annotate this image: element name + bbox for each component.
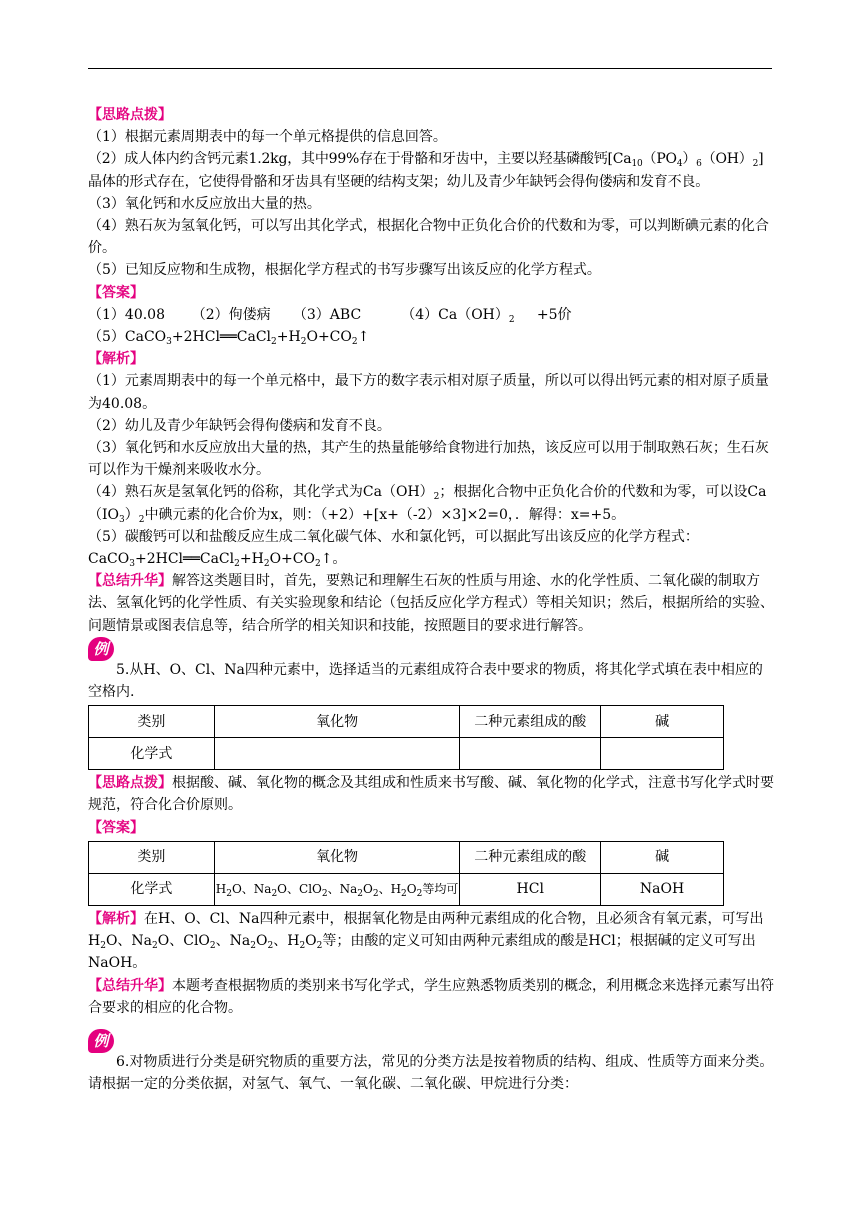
q5-question: 5.从H、O、Cl、Na四种元素中，选择适当的元素组成符合表中要求的物质，将其化学式填在表中相应的空格内. (88, 661, 763, 701)
q6-question: 6.对物质进行分类是研究物质的重要方法，常见的分类方法是按着物质的结构、组成、性质等方面来分类。请根据一定的分类依据，对氢气、氧气、一氧化碳、二氧化碳、甲烷进行分类： (88, 1053, 774, 1093)
q5-summary: 【总结升华】本题考查根据物质的类别来书写化学式，学生应熟悉物质类别的概念，利用概念来选择元素写出符合要求的相应的化合物。 (88, 977, 774, 1016)
analysis-line-3: （3）氧化钙和水反应放出大量的热，其产生的热量能够给食物进行加热，该反应可以用于制取熟石灰；生石灰可以作为干燥剂来吸收水分。 (88, 440, 769, 479)
table-header-category: 类别 (89, 841, 215, 873)
answer-heading: 【答案】 (88, 284, 144, 301)
table-cell-blank (214, 738, 460, 770)
table-header-acid: 二种元素组成的酸 (460, 841, 601, 873)
q5-hint: 【思路点拨】根据酸、碱、氧化物的概念及其组成和性质来书写酸、碱、氧化物的化学式，注意书写化学式时要规范，符合化合价原则。 (88, 775, 774, 814)
table-header-acid: 二种元素组成的酸 (460, 706, 601, 738)
table-header-base: 碱 (601, 706, 724, 738)
table-cell-oxide: $H_2O$、$Na_2O$、ClO$_2$、$Na_2O_2$、$H_2O_2$等均可 (214, 873, 460, 905)
q5-answer-table (88, 841, 724, 906)
analysis-line-1: （1）元素周期表中的每一个单元格中，最下方的数字表示相对原子质量，所以可以得出钙元素的相对原子质量为40.08。 (88, 373, 769, 412)
example-badge-5 (88, 637, 774, 659)
answer-line-1: （1）40.08 （2）佝偻病 （3）ABC $(4)Ca(OH)_2$ +5价 (88, 306, 572, 325)
analysis-line-4: （4）熟石灰是氢氧化钙的俗称，其化学式为$Ca(OH)_2$；根据化合物中正负化合价的代数和为零，可以设$Ca(IO_3)_2$中碘元素的化合价为x，则：（+2）+[x+（-2）×3]×2=0，．解得：x=+5。 (88, 484, 767, 525)
table-header-category: 类别 (89, 706, 215, 738)
table-cell-acid: HCl (460, 873, 601, 905)
table-header-oxide: 氧化物 (214, 706, 460, 738)
table-header-oxide: 氧化物 (214, 841, 460, 873)
hint-line-5: （5）已知反应物和生成物，根据化学方程式的书写步骤写出该反应的化学方程式。 (88, 262, 601, 279)
table-row-label: 化学式 (89, 738, 215, 770)
q5-blank-table (88, 705, 724, 770)
header-rule (88, 68, 772, 69)
table-header-base: 碱 (601, 841, 724, 873)
example-badge-icon: 例 (88, 637, 114, 661)
document-body (88, 104, 774, 1095)
hint-heading: 【思路点拨】 (88, 107, 172, 123)
table-cell-blank (601, 738, 724, 770)
hint-line-2: （2）成人体内约含钙元素1.2kg，其中99%存在于骨骼和牙齿中，主要以羟基磷酸钙$[Ca_{10}(PO_4)_6(OH)_2]$晶体的形式存在，它使得骨骼和牙齿具有坚硬的结构支架；幼儿及青少年缺钙会得佝偻病和发育不良。 (88, 151, 764, 190)
analysis-heading: 【解析】 (88, 351, 144, 368)
table-cell-base: NaOH (601, 873, 724, 905)
example-badge-icon: 例 (88, 1029, 114, 1053)
hint-line-3: （3）氧化钙和水反应放出大量的热。 (88, 195, 321, 212)
answer-line-2: $(5)CaCO_3+2HCl══CaCl_2+H_2O+CO_2↑$ (88, 329, 370, 348)
hint-line-1: （1）根据元素周期表中的每一个单元格提供的信息回答。 (88, 129, 447, 146)
analysis-line-2: （2）幼儿及青少年缺钙会得佝偻病和发育不良。 (88, 417, 391, 434)
analysis-line-5: （5）碳酸钙可以和盐酸反应生成二氧化碳气体、水和氯化钙，可以据此写出该反应的化学方程式： (88, 528, 699, 545)
hint-line-4: （4）熟石灰为氢氧化钙，可以写出其化学式，根据化合物中正负化合价的代数和为零，可以判断碘元素的化合价。 (88, 218, 769, 257)
analysis-line-6: $CaCO_3+2HCl══CaCl_2+H_2O+CO_2↑$。 (88, 551, 347, 570)
table-cell-blank (460, 738, 601, 770)
example-badge-6 (88, 1029, 774, 1051)
q5-analysis: 【解析】在H、O、Cl、Na四种元素中，根据氧化物是由两种元素组成的化合物，且必须含有氧元素，可写出$H_2O$、$Na_2O$、ClO$_2$、$Na_2O_2$、$H_2O_2$等；由酸的定义可知由两种元素组成的酸是HCl；根据碱的定义可写出NaOH。 (88, 910, 764, 972)
q5-answer-heading: 【答案】 (88, 819, 144, 836)
summary-q4: 【总结升华】解答这类题目时，首先，要熟记和理解生石灰的性质与用途、水的化学性质、二氧化碳的制取方法、氢氧化钙的化学性质、有关实验现象和结论（包括反应化学方程式）等相关知识；然后，根据所给的实验、问题情景或图表信息等，结合所学的相关知识和技能，按照题目的要求进行解答。 (88, 573, 774, 634)
table-row-label: 化学式 (89, 873, 215, 905)
